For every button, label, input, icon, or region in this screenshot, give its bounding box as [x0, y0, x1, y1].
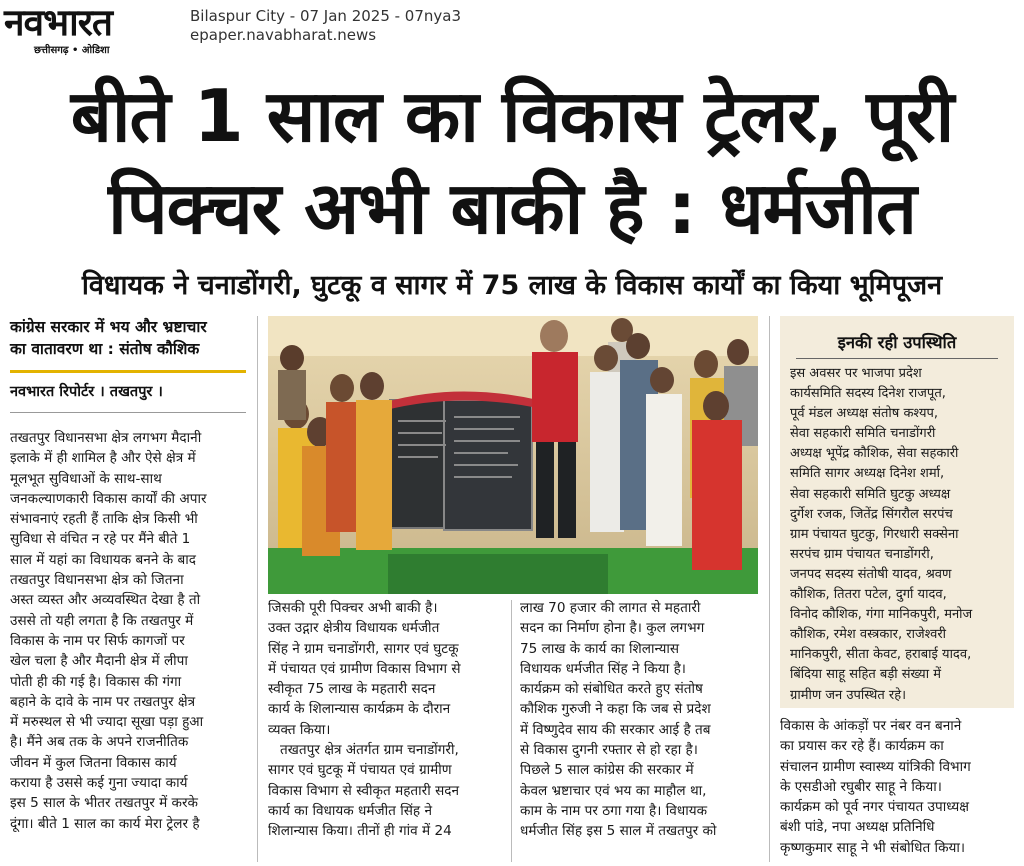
event-photo [268, 316, 758, 594]
logo-text: नवभारत [4, 1, 112, 44]
text-line: बिंदिया साहू सहित बड़ी संख्या में [790, 667, 941, 683]
text-line: सुविधा से वंचित न रहे पर मैंने बीते 1 [10, 531, 191, 548]
text-line: जिसकी पूरी पिक्चर अभी बाकी है। [268, 600, 438, 616]
text-line: से विकास दुगनी रफ्तार से हो रहा है। [520, 742, 698, 759]
text-line: सागर एवं घुटकू में पंचायत एवं ग्रामीण [268, 762, 452, 779]
text-line: दुर्गेश रजक, जितेंद्र सिंगरौल सरपंच [790, 506, 953, 522]
text-line: तखतपुर विधानसभा क्षेत्र लगभग मैदानी [10, 430, 202, 446]
text-line: लाख 70 हजार की लागत से महतारी [520, 600, 701, 616]
text-line: पोती ही की गई है। विकास की गंगा [10, 673, 182, 690]
text-line: में विष्णुदेव साय की सरकार आई है तब [520, 721, 711, 738]
edition-date: Bilaspur City - 07 Jan 2025 - 07nya3 [190, 7, 462, 25]
text-line: इलाके में ही शामिल है और ऐसे क्षेत्र में [10, 450, 196, 467]
text-line: विधायक धर्मजीत सिंह ने किया है। [520, 660, 686, 677]
text-line: के एसडीओ रघुबीर साहू ने किया। [780, 778, 942, 795]
text-line: जनकल्याणकारी विकास कार्यों की अपार [10, 490, 207, 507]
column1-headline-line: का वातावरण था : संतोष कौशिक [10, 340, 200, 358]
text-line: कार्यसमिति सदस्य दिनेश राजपूत, [790, 386, 946, 402]
column2-body [268, 598, 504, 842]
column-divider [257, 316, 258, 862]
text-line: संभावनाएं रहती हैं ताकि क्षेत्र किसी भी [10, 511, 198, 528]
text-line: अस्त व्यस्त और अव्यवस्थित देखा है तो [10, 592, 201, 609]
column1-headline [10, 316, 246, 360]
headline-line-1: बीते 1 साल का विकास ट्रेलर, पूरी [70, 74, 954, 158]
text-line: उससे तो यही लगता है कि तखतपुर में [10, 612, 194, 629]
text-line: कौशिक, रमेश वस्त्रकार, राजेश्वरी [790, 627, 947, 643]
event-photo-illustration [268, 316, 758, 594]
text-line: ग्राम पंचायत घुटकु, गिरधारी सक्सेना [790, 526, 959, 542]
text-line: ग्रामीण जन उपस्थित रहे। [790, 687, 907, 703]
text-line: जनपद सदस्य संतोषी यादव, श्रवण [790, 566, 952, 582]
text-line: कार्य का विधायक धर्मजीत सिंह ने [268, 802, 433, 819]
logo-subtitle: छत्तीसगढ़ • ओडिशा [34, 45, 110, 56]
text-line: सदन का निर्माण होना है। कुल लगभग [520, 620, 705, 637]
column-divider [769, 316, 770, 862]
sidebar-title: इनकी रही उपस्थिति [837, 333, 957, 352]
column3-body [520, 598, 758, 842]
text-line: दूंगा। बीते 1 साल का कार्य मेरा ट्रेलर है [10, 815, 200, 832]
subheadline: विधायक ने चनाडोंगरी, घुटकू व सागर में 75 लाख के विकास कार्यों का किया भूमिपूजन [81, 270, 943, 301]
text-line: कार्यक्रम को संबोधित करते हुए संतोष [520, 681, 703, 698]
text-line: जीवन में कुल जितना विकास कार्य [10, 754, 177, 771]
text-line: सेवा सहकारी समिति चनाडोंगरी [790, 426, 936, 442]
text-line: कृष्णकुमार साहू ने भी संबोधित किया। [780, 839, 966, 856]
byline-divider [10, 412, 246, 413]
text-line: कौशिक, तितरा पटेल, दुर्गा यादव, [790, 587, 947, 603]
text-line: संचालन ग्रामीण स्वास्थ्य यांत्रिकी विभाग [780, 758, 971, 775]
column-divider [511, 600, 512, 862]
text-line: 75 लाख के कार्य का शिलान्यास [520, 640, 680, 657]
website-link[interactable]: epaper.navabharat.news [190, 26, 377, 44]
sidebar-body [790, 364, 1004, 706]
text-line: का प्रयास कर रहे हैं। कार्यक्रम का [780, 738, 944, 755]
text-line: अध्यक्ष भूपेंद्र कौशिक, सेवा सहकारी [790, 446, 959, 462]
text-line: विकास के नाम पर सिर्फ कागजों पर [10, 632, 185, 649]
text-line: खेल चला है और मैदानी क्षेत्र में लीपा [10, 653, 188, 670]
newspaper-logo [4, 1, 176, 56]
text-line: में मरुस्थल से भी ज्यादा सूखा पड़ा हुआ [10, 714, 204, 731]
headline [10, 70, 1014, 254]
text-line: पिछले 5 साल कांग्रेस की सरकार में [520, 762, 694, 779]
text-line: पूर्व मंडल अध्यक्ष संतोष कश्यप, [790, 406, 939, 422]
text-line: सरपंच ग्राम पंचायत चनाडोंगरी, [790, 546, 934, 562]
text-line: सिंह ने ग्राम चनाडोंगरी, सागर एवं घुटकू [268, 640, 459, 657]
text-line: में पंचायत एवं ग्रामीण विकास विभाग से [268, 660, 461, 677]
text-line: मूलभूत सुविधाओं के साथ-साथ [10, 470, 162, 487]
text-line: कार्यक्रम को पूर्व नगर पंचायत उपाध्यक्ष [780, 799, 969, 816]
edition-info [190, 7, 461, 45]
text-line: है। मैंने अब तक के अपने राजनीतिक [10, 734, 189, 751]
column4-body [780, 716, 1014, 858]
column1-body [10, 428, 246, 834]
masthead [0, 0, 1024, 56]
accent-rule [10, 370, 246, 373]
text-line: साल में यहां का विधायक बनने के बाद [10, 551, 196, 568]
text-line: मानिकपुरी, सीता केवट, हराबाई यादव, [790, 647, 972, 663]
column1-headline-line: कांग्रेस सरकार में भय और भ्रष्टाचार [10, 318, 207, 336]
text-line: कराया है उससे कई गुना ज्यादा कार्य [10, 775, 188, 792]
text-line: इस अवसर पर भाजपा प्रदेश [790, 366, 922, 381]
text-line: शिलान्यास किया। तीनों ही गांव में 24 [268, 823, 452, 840]
text-line: काम के नाम पर ठगा गया है। विधायक [520, 802, 708, 819]
text-line: धर्मजीत सिंह इस 5 साल में तखतपुर को [520, 823, 717, 840]
text-line: कौशिक गुरुजी ने कहा कि जब से प्रदेश [520, 701, 711, 718]
text-line: तखतपुर क्षेत्र अंतर्गत ग्राम चनाडोंगरी, [280, 742, 459, 759]
headline-line-2: पिक्चर अभी बाकी है : धर्मजीत [108, 166, 916, 250]
attendees-sidebar [780, 316, 1014, 708]
text-line: उक्त उद्गार क्षेत्रीय विधायक धर्मजीत [268, 620, 440, 637]
text-line: समिति सागर अध्यक्ष दिनेश शर्मा, [790, 466, 945, 482]
text-line: इस 5 साल के भीतर तखतपुर में करके [10, 795, 198, 812]
text-line: विनोद कौशिक, गंगा मानिकपुरी, मनोज [790, 607, 973, 623]
text-line: कार्य के शिलान्यास कार्यक्रम के दौरान [268, 701, 451, 718]
text-line: विकास विभाग से स्वीकृत महतारी सदन [268, 782, 460, 799]
text-line: विकास के आंकड़ों पर नंबर वन बनाने [780, 718, 962, 734]
sidebar-divider [796, 358, 998, 359]
text-line: तखतपुर विधानसभा क्षेत्र को जितना [10, 572, 184, 589]
text-line: व्यक्त किया। [268, 721, 331, 738]
text-line: सेवा सहकारी समिति घुटकु अध्यक्ष [790, 486, 951, 502]
text-line: केवल भ्रष्टाचार एवं भय का माहौल था, [520, 782, 707, 799]
text-line: स्वीकृत 75 लाख के महतारी सदन [268, 681, 436, 698]
text-line: बहाने के दावे के नाम पर तखतपुर क्षेत्र [10, 693, 196, 710]
text-line: बंशी पांडे, नपा अध्यक्ष प्रतिनिधि [780, 819, 935, 836]
byline: नवभारत रिपोर्टर । तखतपुर । [10, 384, 163, 400]
